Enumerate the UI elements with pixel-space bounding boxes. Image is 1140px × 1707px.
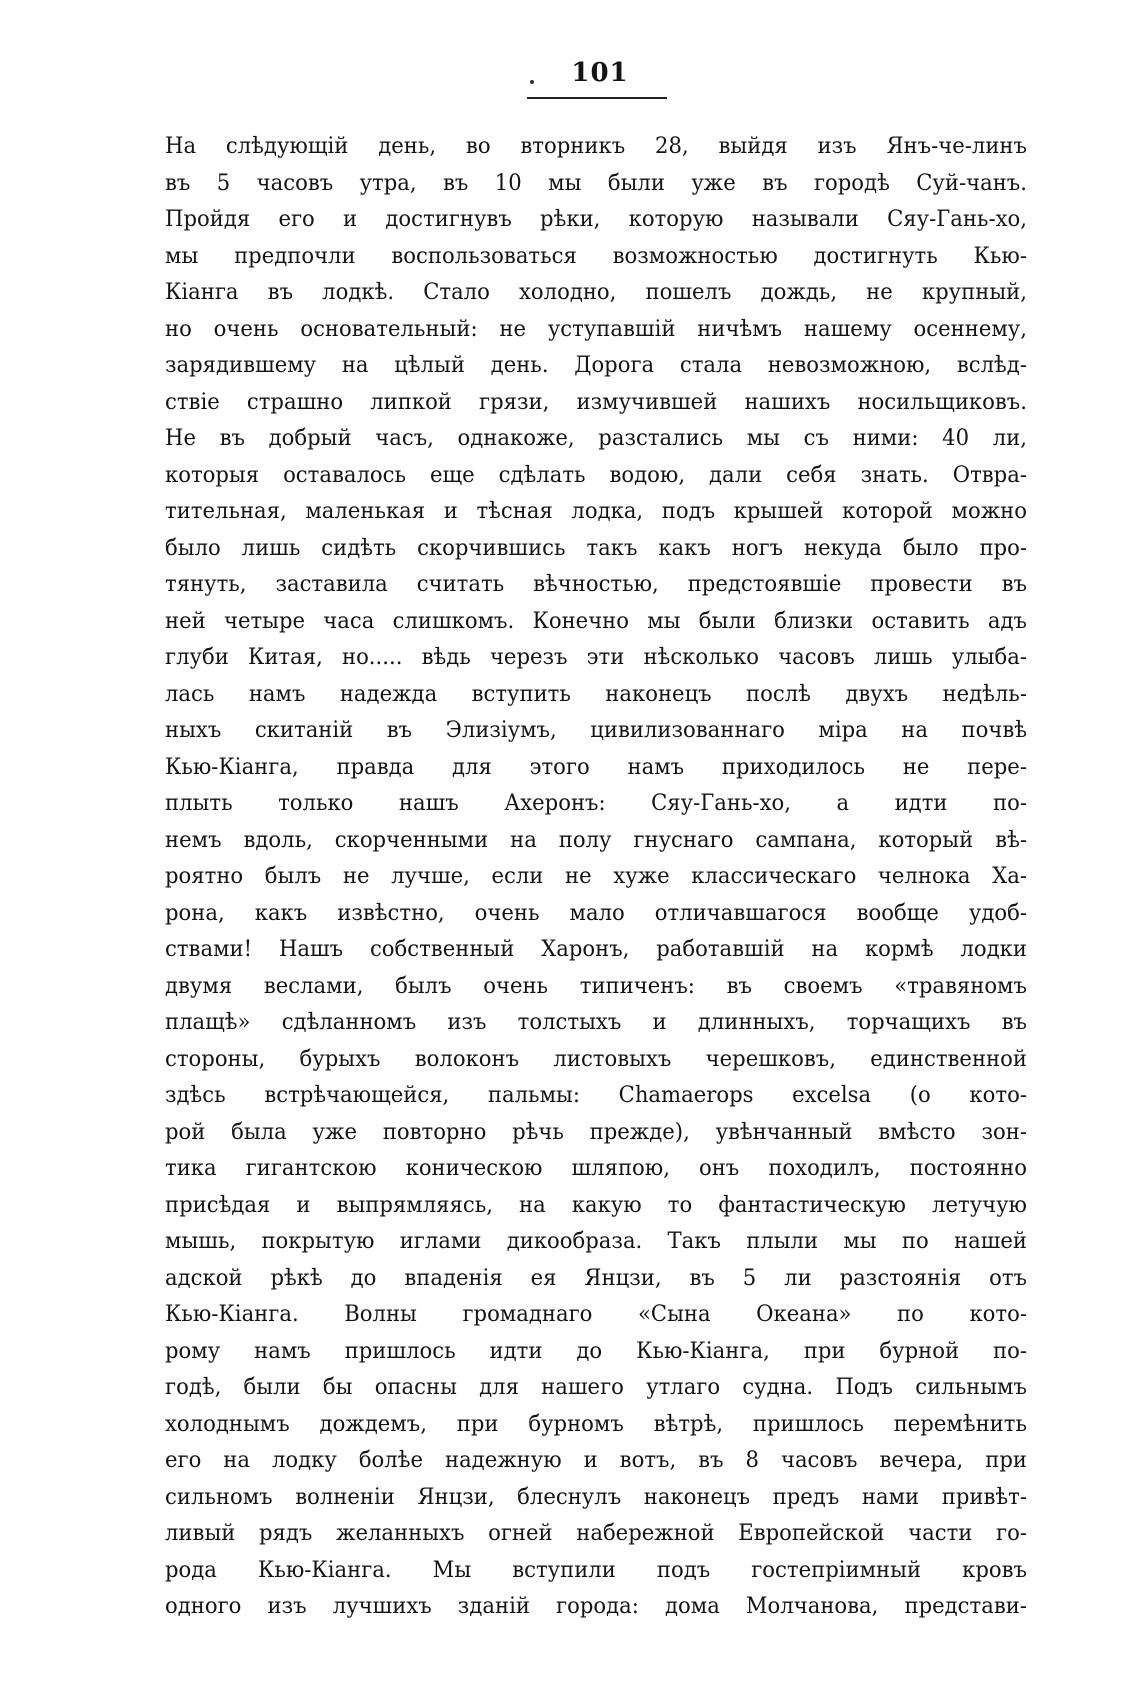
text-line: которыя оставалось еще сдѣлать водою, дали себя знать. Отвра- bbox=[165, 461, 1027, 488]
text-line: Кіанга въ лодкѣ. Стало холодно, пошелъ дождь, не крупный, bbox=[165, 279, 1027, 305]
text-line: въ 5 часовъ утра, въ 10 мы были уже въ городѣ Суй-чанъ. bbox=[165, 169, 1027, 196]
text-line: рой была уже повторно рѣчь прежде), увѣнчанный вмѣсто зон- bbox=[165, 1118, 1027, 1145]
text-line: ствіе страшно липкой грязи, измучившей нашихъ носильщиковъ. bbox=[165, 388, 1027, 415]
text-line: здѣсь встрѣчающейся, пальмы: Chamaerops excelsa (о кото- bbox=[165, 1082, 1027, 1108]
text-line: было лишь сидѣть скорчившись такъ какъ ногъ некуда было про- bbox=[165, 534, 1027, 561]
text-line: ливый рядъ желанныхъ огней набережной Европейской части го- bbox=[165, 1520, 1027, 1546]
text-line: плащѣ» сдѣланномъ изъ толстыхъ и длинныхъ, торчащихъ въ bbox=[165, 1009, 1027, 1035]
text-line: Кью-Кіанга. Волны громаднаго «Сына Океана» по кото- bbox=[165, 1301, 1027, 1327]
text-line: лась намъ надежда вступить наконецъ послѣ двухъ недѣль- bbox=[165, 680, 1027, 707]
text-line: его на лодку болѣе надежную и вотъ, въ 8 часовъ вечера, при bbox=[165, 1447, 1027, 1473]
text-line: рона, какъ извѣстно, очень мало отличавшагося вообще удоб- bbox=[165, 899, 1027, 926]
text-line: зарядившему на цѣлый день. Дорога стала невозможною, вслѣд- bbox=[165, 352, 1027, 378]
text-line: Пройдя его и достигнувъ рѣки, которую называли Сяу-Гань-хо, bbox=[165, 206, 1027, 232]
text-line: сильномъ волненіи Янцзи, блеснулъ наконецъ предъ нами привѣт- bbox=[165, 1483, 1027, 1510]
text-line: тительная, маленькая и тѣсная лодка, подъ крышей которой можно bbox=[165, 498, 1027, 524]
text-line: ствами! Нашъ собственный Харонъ, работавшій на кормѣ лодки bbox=[165, 936, 1027, 962]
text-line: годѣ, были бы опасны для нашего утлаго судна. Подъ сильнымъ bbox=[165, 1374, 1027, 1400]
page-number: 101 bbox=[571, 58, 629, 88]
text-line: роятно былъ не лучше, если не хуже классическаго челнока Ха- bbox=[165, 863, 1027, 889]
text-line: мышь, покрытую иглами дикообраза. Такъ плыли мы по нашей bbox=[165, 1228, 1027, 1254]
text-line: тянуть, заставила считать вѣчностью, предстоявшіе провести въ bbox=[165, 571, 1027, 597]
text-line: тика гигантскою коническою шляпою, онъ походилъ, постоянно bbox=[165, 1155, 1027, 1181]
text-line: На слѣдующій день, во вторникъ 28, выйдя изъ Янъ-че-линъ bbox=[165, 133, 1027, 159]
text-line: Кью-Кіанга, правда для этого намъ приходилось не пере- bbox=[165, 753, 1027, 780]
text-line: но очень основательный: не уступавшій ничѣмъ нашему осеннему, bbox=[165, 315, 1027, 342]
text-line: мы предпочли воспользоваться возможностью достигнуть Кью- bbox=[165, 242, 1027, 269]
body-text bbox=[165, 128, 1027, 1625]
page-number-rule bbox=[527, 97, 667, 99]
text-line: немъ вдоль, скорченными на полу гнуснаго сампана, который вѣ- bbox=[165, 826, 1027, 853]
text-line: ныхъ скитаній въ Элизіумъ, цивилизованнаго міра на почвѣ bbox=[165, 717, 1027, 743]
text-line: адской рѣкѣ до впаденія ея Янцзи, въ 5 ли разстоянія отъ bbox=[165, 1264, 1027, 1291]
text-line: глуби Китая, но..... вѣдь черезъ эти нѣсколько часовъ лишь улыба- bbox=[165, 644, 1027, 670]
text-line: ней четыре часа слишкомъ. Конечно мы были близки оставить адъ bbox=[165, 607, 1027, 634]
text-line: рому намъ пришлось идти до Кью-Кіанга, при бурной по- bbox=[165, 1337, 1027, 1364]
text-line: одного изъ лучшихъ зданій города: дома Молчанова, представи- bbox=[165, 1593, 1027, 1619]
text-line: стороны, бурыхъ волоконъ листовыхъ черешковъ, единственной bbox=[165, 1045, 1027, 1072]
text-line: присѣдая и выпрямляясь, на какую то фантастическую летучую bbox=[165, 1191, 1027, 1218]
text-line: холоднымъ дождемъ, при бурномъ вѣтрѣ, пришлось перемѣнить bbox=[165, 1410, 1027, 1437]
text-line: рода Кью-Кіанга. Мы вступили подъ гостепріимный кровъ bbox=[165, 1556, 1027, 1583]
text-line: плыть только нашъ Ахеронъ: Сяу-Гань-хо, а идти по- bbox=[165, 790, 1027, 816]
text-line: двумя веслами, былъ очень типиченъ: въ своемъ «травяномъ bbox=[165, 972, 1027, 999]
text-line: Не въ добрый часъ, однакоже, разстались мы съ ними: 40 ли, bbox=[165, 425, 1027, 451]
